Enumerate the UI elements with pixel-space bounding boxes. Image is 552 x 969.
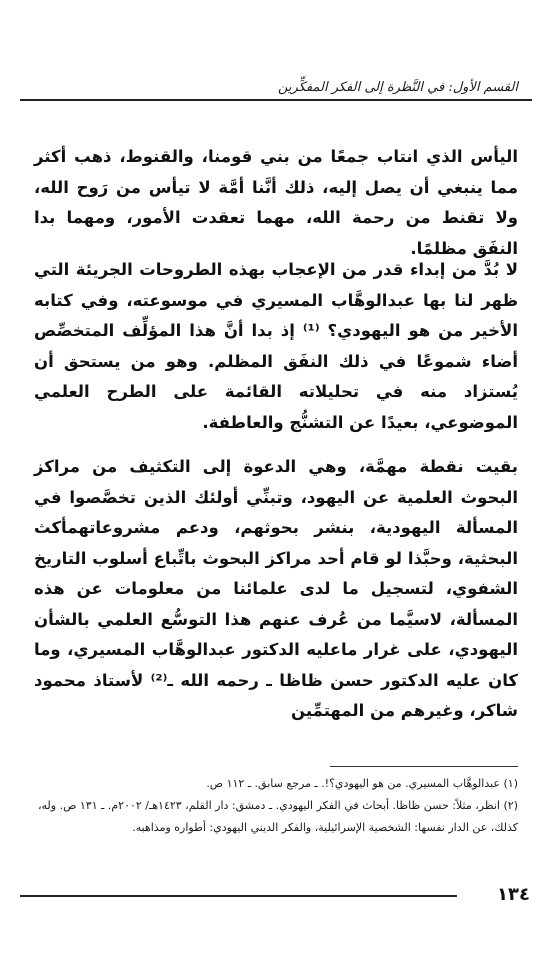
body-paragraph-2: لا بُدَّ من إبداء قدر من الإعجاب بهذه الطروحات الجريئة التي ظهر لنا بها عبدالوهَّاب المسيري في موسوعته، وفي كتابه الأخير من هو اليهودي؟ ⁽¹⁾ إذ بدا أنَّ هذا المؤلِّف المتخصِّص أضاء شموعًا في ذلك النفَق المظلم. وهو من يستحق أن يُستزاد منه في تحليلاته القائمة على الطرح العلمي الموضوعي، بعيدًا عن التشنُّج والعاطفة. <box>34 260 518 432</box>
footnote-2: (٢) انظر، مثلاً: حسن ظاظا. أبحاث في الفكر اليهودي. ـ دمشق: دار القلم، ١٤٢٣هـ/ ٢٠٠٢م. ـ ١٣١ ص. وله، كذلك، عن الدار نفسها: الشخصية الإسرائيلية، والفكر الديني اليهودي: أطواره ومذاهبه. <box>37 799 518 834</box>
footnotes <box>34 773 518 839</box>
body-paragraph-3: بقيت نقطة مهمَّة، وهي الدعوة إلى التكثيف من مراكز البحوث العلمية عن اليهود، وتبنِّي أولئك الذين تخصَّصوا في المسألة اليهودية، بنشر بحوثهم، ودعم مشروعاتهمأكث البحثية، وحبَّذا لو قام أحد مراكز البحوث باتِّباع أسلوب التاريخ الشفوي، لتسجيل ما لدى علمائنا من معلومات عن هذه المسألة، لاسيَّما من عُرف عنهم هذا التوسُّع العلمي بالشأن اليهودي، على غرار ماعليه الدكتور عبدالوهَّاب المسيري، وما كان عليه الدكتور حسن ظاظا ـ رحمه الله ـ⁽²⁾ لأستاذ محمود شاكر، وغيرهم من المهتمِّين <box>34 457 518 720</box>
header-divider <box>20 99 532 101</box>
footnote-divider <box>330 766 518 767</box>
page-number: ١٣٤ <box>497 884 530 905</box>
running-header: القسم الأول: في النَّظرة إلى الفكر المفكِّرين <box>278 80 518 95</box>
body-paragraph-1: اليأس الذي انتاب جمعًا من بني قومنا، والقنوط، ذهب أكثر مما ينبغي أن يصل إليه، ذلك أنَّنا أمَّة لا تيأس من رَوح الله، ولا تقنط من رحمة الله، مهما تعقدت الأمور، ومهما بدا النفَق مظلمًا. <box>34 147 518 258</box>
footnote-1: (١) عبدالوهَّاب المسيري. من هو اليهودي؟!. ـ مرجع سابق. ـ ١١٢ ص. <box>206 777 518 790</box>
footer-divider <box>20 895 457 897</box>
